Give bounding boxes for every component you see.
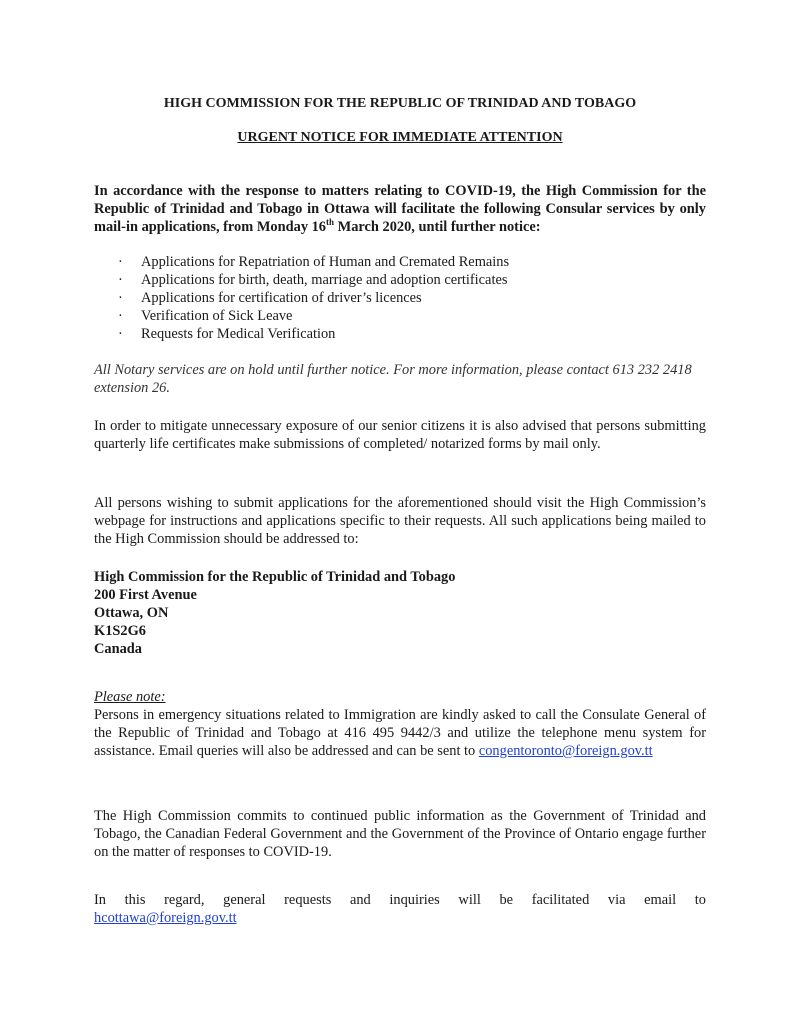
list-item	[94, 307, 706, 325]
intro-paragraph	[94, 182, 706, 236]
bullet-icon: ·	[118, 290, 123, 306]
services-list	[94, 253, 706, 343]
please-note-section	[94, 688, 706, 760]
closing-text: In this regard, general requests and inquiries will be facilitated via email to	[94, 892, 706, 908]
intro-text-before: In accordance with the response to matters relating to COVID-19, the High Commission for the Republic of Trinidad and Tobago in Ottawa will facilitate the following Consular services by only mail-in applications, from Monday 16	[94, 183, 706, 235]
list-item	[94, 253, 706, 271]
bullet-icon: ·	[118, 308, 123, 324]
service-label: Applications for Repatriation of Human and Cremated Remains	[141, 254, 510, 270]
intro-text-after: March 2020, until further notice:	[334, 219, 541, 235]
please-note-text: Persons in emergency situations related to Immigration are kindly asked to call the Consulate General of the Republic of Trinidad and Tobago at 416 495 9442/3 and utilize the telephone menu system for assistance. Email queries will also be addressed and can be sent to	[94, 707, 706, 759]
bullet-icon: ·	[118, 272, 123, 288]
mailing-address	[94, 568, 706, 658]
service-label: Applications for birth, death, marriage and adoption certificates	[141, 272, 508, 288]
service-label: Verification of Sick Leave	[141, 308, 293, 324]
address-line: High Commission for the Republic of Trinidad and Tobago	[94, 569, 456, 585]
bullet-icon: ·	[118, 254, 123, 270]
address-line: Ottawa, ON	[94, 605, 169, 621]
consulate-email-link[interactable]: congentoronto@foreign.gov.tt	[478, 743, 653, 759]
mailing-instructions-paragraph: All persons wishing to submit applications for the aforementioned should visit the High Commission’s webpage for instructions and applications specific to their requests. All such applications being mailed to the High Commission should be addressed to:	[94, 495, 706, 547]
address-line: 200 First Avenue	[94, 587, 197, 603]
date-superscript: th	[326, 217, 335, 228]
closing-paragraph	[94, 891, 706, 927]
address-line: K1S2G6	[94, 623, 146, 639]
commitment-paragraph: The High Commission commits to continued public information as the Government of Trinidad and Tobago, the Canadian Federal Government and the Government of the Province of Ontario engage further on the matter of responses to COVID-19.	[94, 808, 706, 860]
service-label: Requests for Medical Verification	[141, 326, 336, 342]
address-line: Canada	[94, 641, 142, 657]
notary-note: All Notary services are on hold until further notice. For more information, please contact 613 232 2418 extension 26.	[94, 362, 692, 396]
bullet-icon: ·	[118, 326, 123, 342]
senior-citizens-paragraph: In order to mitigate unnecessary exposure of our senior citizens it is also advised that persons submitting quarterly life certificates make submissions of completed/ notarized forms by mail only.	[94, 418, 706, 452]
please-note-heading: Please note:	[94, 689, 166, 705]
list-item	[94, 325, 706, 343]
notice-subtitle: URGENT NOTICE FOR IMMEDIATE ATTENTION	[237, 130, 563, 145]
page-title: HIGH COMMISSION FOR THE REPUBLIC OF TRINIDAD AND TOBAGO	[163, 96, 637, 111]
service-label: Applications for certification of driver’s licences	[141, 290, 422, 306]
services-list-container	[94, 253, 706, 343]
list-item	[94, 289, 706, 307]
high-commission-email-link[interactable]: hcottawa@foreign.gov.tt	[94, 910, 237, 926]
list-item	[94, 271, 706, 289]
